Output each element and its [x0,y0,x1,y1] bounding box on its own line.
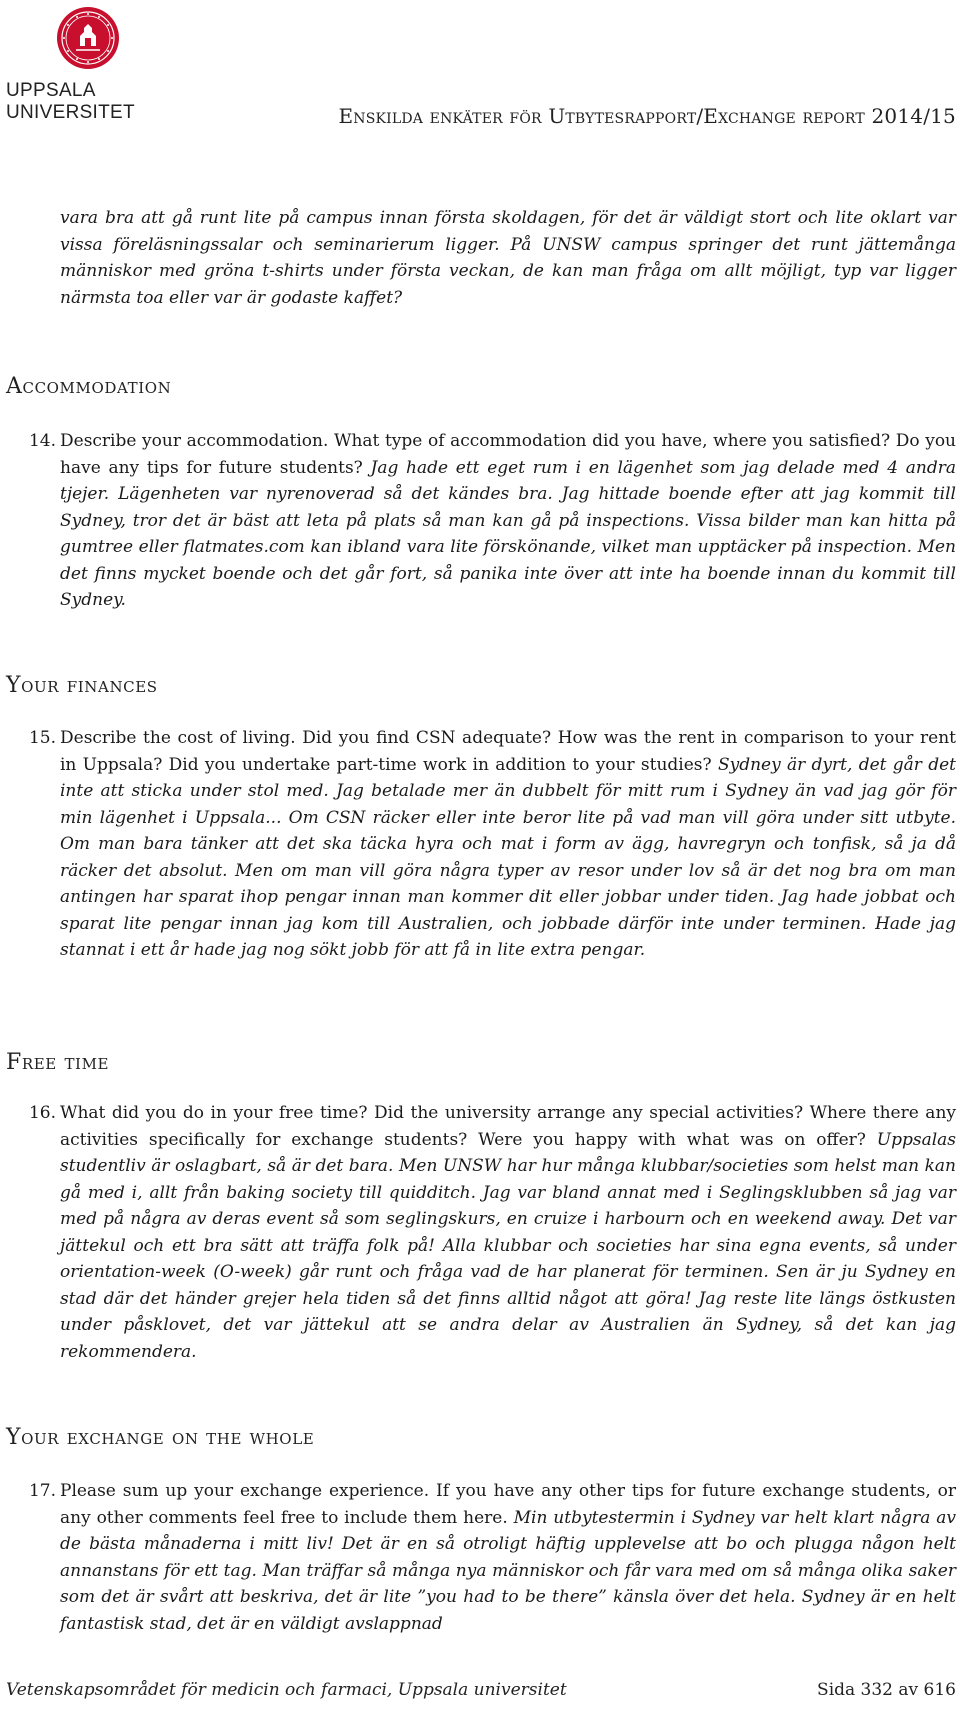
page-header [0,0,960,140]
footer-page-number: Sida 332 av 616 [817,1680,956,1700]
section-title-accommodation: Accommodation [6,374,172,399]
question-text: What did you do in your free time? Did the university arrange any special activities? Where there any activities specifically for exchange students? Were you happy with what was on offer? [60,1103,956,1150]
section-title-free-time: Free time [6,1050,110,1075]
intro-answer-block [60,205,956,311]
answer-text: Jag hade ett eget rum i en lägenhet som jag delade med 4 andra tjejer. Lägenheten var nyrenoverad så det kändes bra. Jag hittade boende efter att jag kommit till Sydney, tror det är bäst att leta på plats så man kan gå på inspections. Vissa bilder man kan hitta på gumtree eller flatmates.com kan ibland vara lite förskönande, vilket man upptäcker på inspection. Men det finns mycket boende och det går fort, så panika inte över att inte ha boende innan du kommit till Sydney. [60,457,957,610]
question-number: 17. [28,1481,56,1501]
answer-text: Min utbytestermin i Sydney var helt klart några av de bästa månaderna i mitt liv! Det är en så otroligt häftig upplevelse att bo och plugga någon helt annanstans för ett tag. Man träffar så många nya människor och får vara med om så många olika saker som det är svårt att beskriva, det är lite ”you had to be there” känsla över det hela. Sydney är en helt fantastisk stad, det är en väldigt avslappnad [60,1507,956,1634]
question-number: 14. [28,431,56,451]
question-body [60,428,956,614]
section-title-finances: Your finances [6,673,158,698]
university-seal-logo [56,6,120,70]
question-text: Describe the cost of living. Did you find CSN adequate? How was the rent in comparison to your rent in Uppsala? Did you undertake part-time work in addition to your studies? [60,728,956,775]
question-number: 16. [28,1103,56,1123]
question-number: 15. [28,728,56,748]
header-title: Enskilda enkäter för Utbytesrapport/Exchange report 2014/15 [338,104,956,128]
question-text: Describe your accommodation. What type of accommodation did you have, where you satisfied? Do you have any tips for future students? [60,431,956,478]
footer-institution: Vetenskapsområdet för medicin och farmaci, Uppsala universitet [6,1680,567,1700]
university-name [6,80,135,124]
question-text: Please sum up your exchange experience. If you have any other tips for future exchange students, or any other comments feel free to include them here. [60,1481,956,1528]
question-body [60,1100,956,1365]
university-name-line1: UPPSALA [6,80,96,101]
university-name-line2: UNIVERSITET [6,102,135,123]
section-title-exchange-whole: Your exchange on the whole [6,1425,315,1450]
question-body [60,725,956,964]
answer-text: Sydney är dyrt, det går det inte att sticka under stol med. Jag betalade mer än dubbelt för mitt rum i Sydney än vad jag gör för min lägenhet i Uppsala... Om CSN räcker eller inte beror lite på vad man vill göra under sitt utbyte. Om man bara tänker att det ska täcka hyra och mat i form av ägg, havregryn och tonfisk, så ja då räcker det absolut. Men om man vill göra några typer av resor under lov så är det nog bra om man antingen har sparat ihop pengar innan man kommer dit eller jobbar under tiden. Jag hade jobbat och sparat lite pengar innan jag kom till Australien, och jobbade därför inte under terminen. Hade jag stannat i ett år hade jag nog sökt jobb för att få in lite extra pengar. [60,754,956,960]
answer-text: Uppsalas studentliv är oslagbart, så är det bara. Men UNSW har hur många klubbar/societies som helst man kan gå med i, allt från baking society till quidditch. Jag var bland annat med i Seglingsklubben så jag var med på några av deras event så som seglingskurs, en cruize i harbourn och en weekend away. Det var jättekul och ett bra sätt att träffa folk på! Alla klubbar och societies har sina egna events, så under orientation-week (O-week) går runt och fråga vad de har planerat för terminen. Sen är ju Sydney en stad där det händer grejer hela tiden så det finns alltid något att göra! Jag reste lite längs östkusten under påsklovet, det var jättekul att se andra delar av Australien än Sydney, så det kan jag rekommendera. [60,1129,956,1362]
question-body [60,1478,956,1637]
intro-answer: vara bra att gå runt lite på campus innan första skoldagen, för det är väldigt stort och lite oklart var vissa föreläsningssalar och seminarierum ligger. På UNSW campus springer det runt jättemånga människor med gröna t-shirts under första veckan, de kan man fråga om allt möjligt, typ var ligger närmsta toa eller var är godaste kaffet? [60,208,956,308]
